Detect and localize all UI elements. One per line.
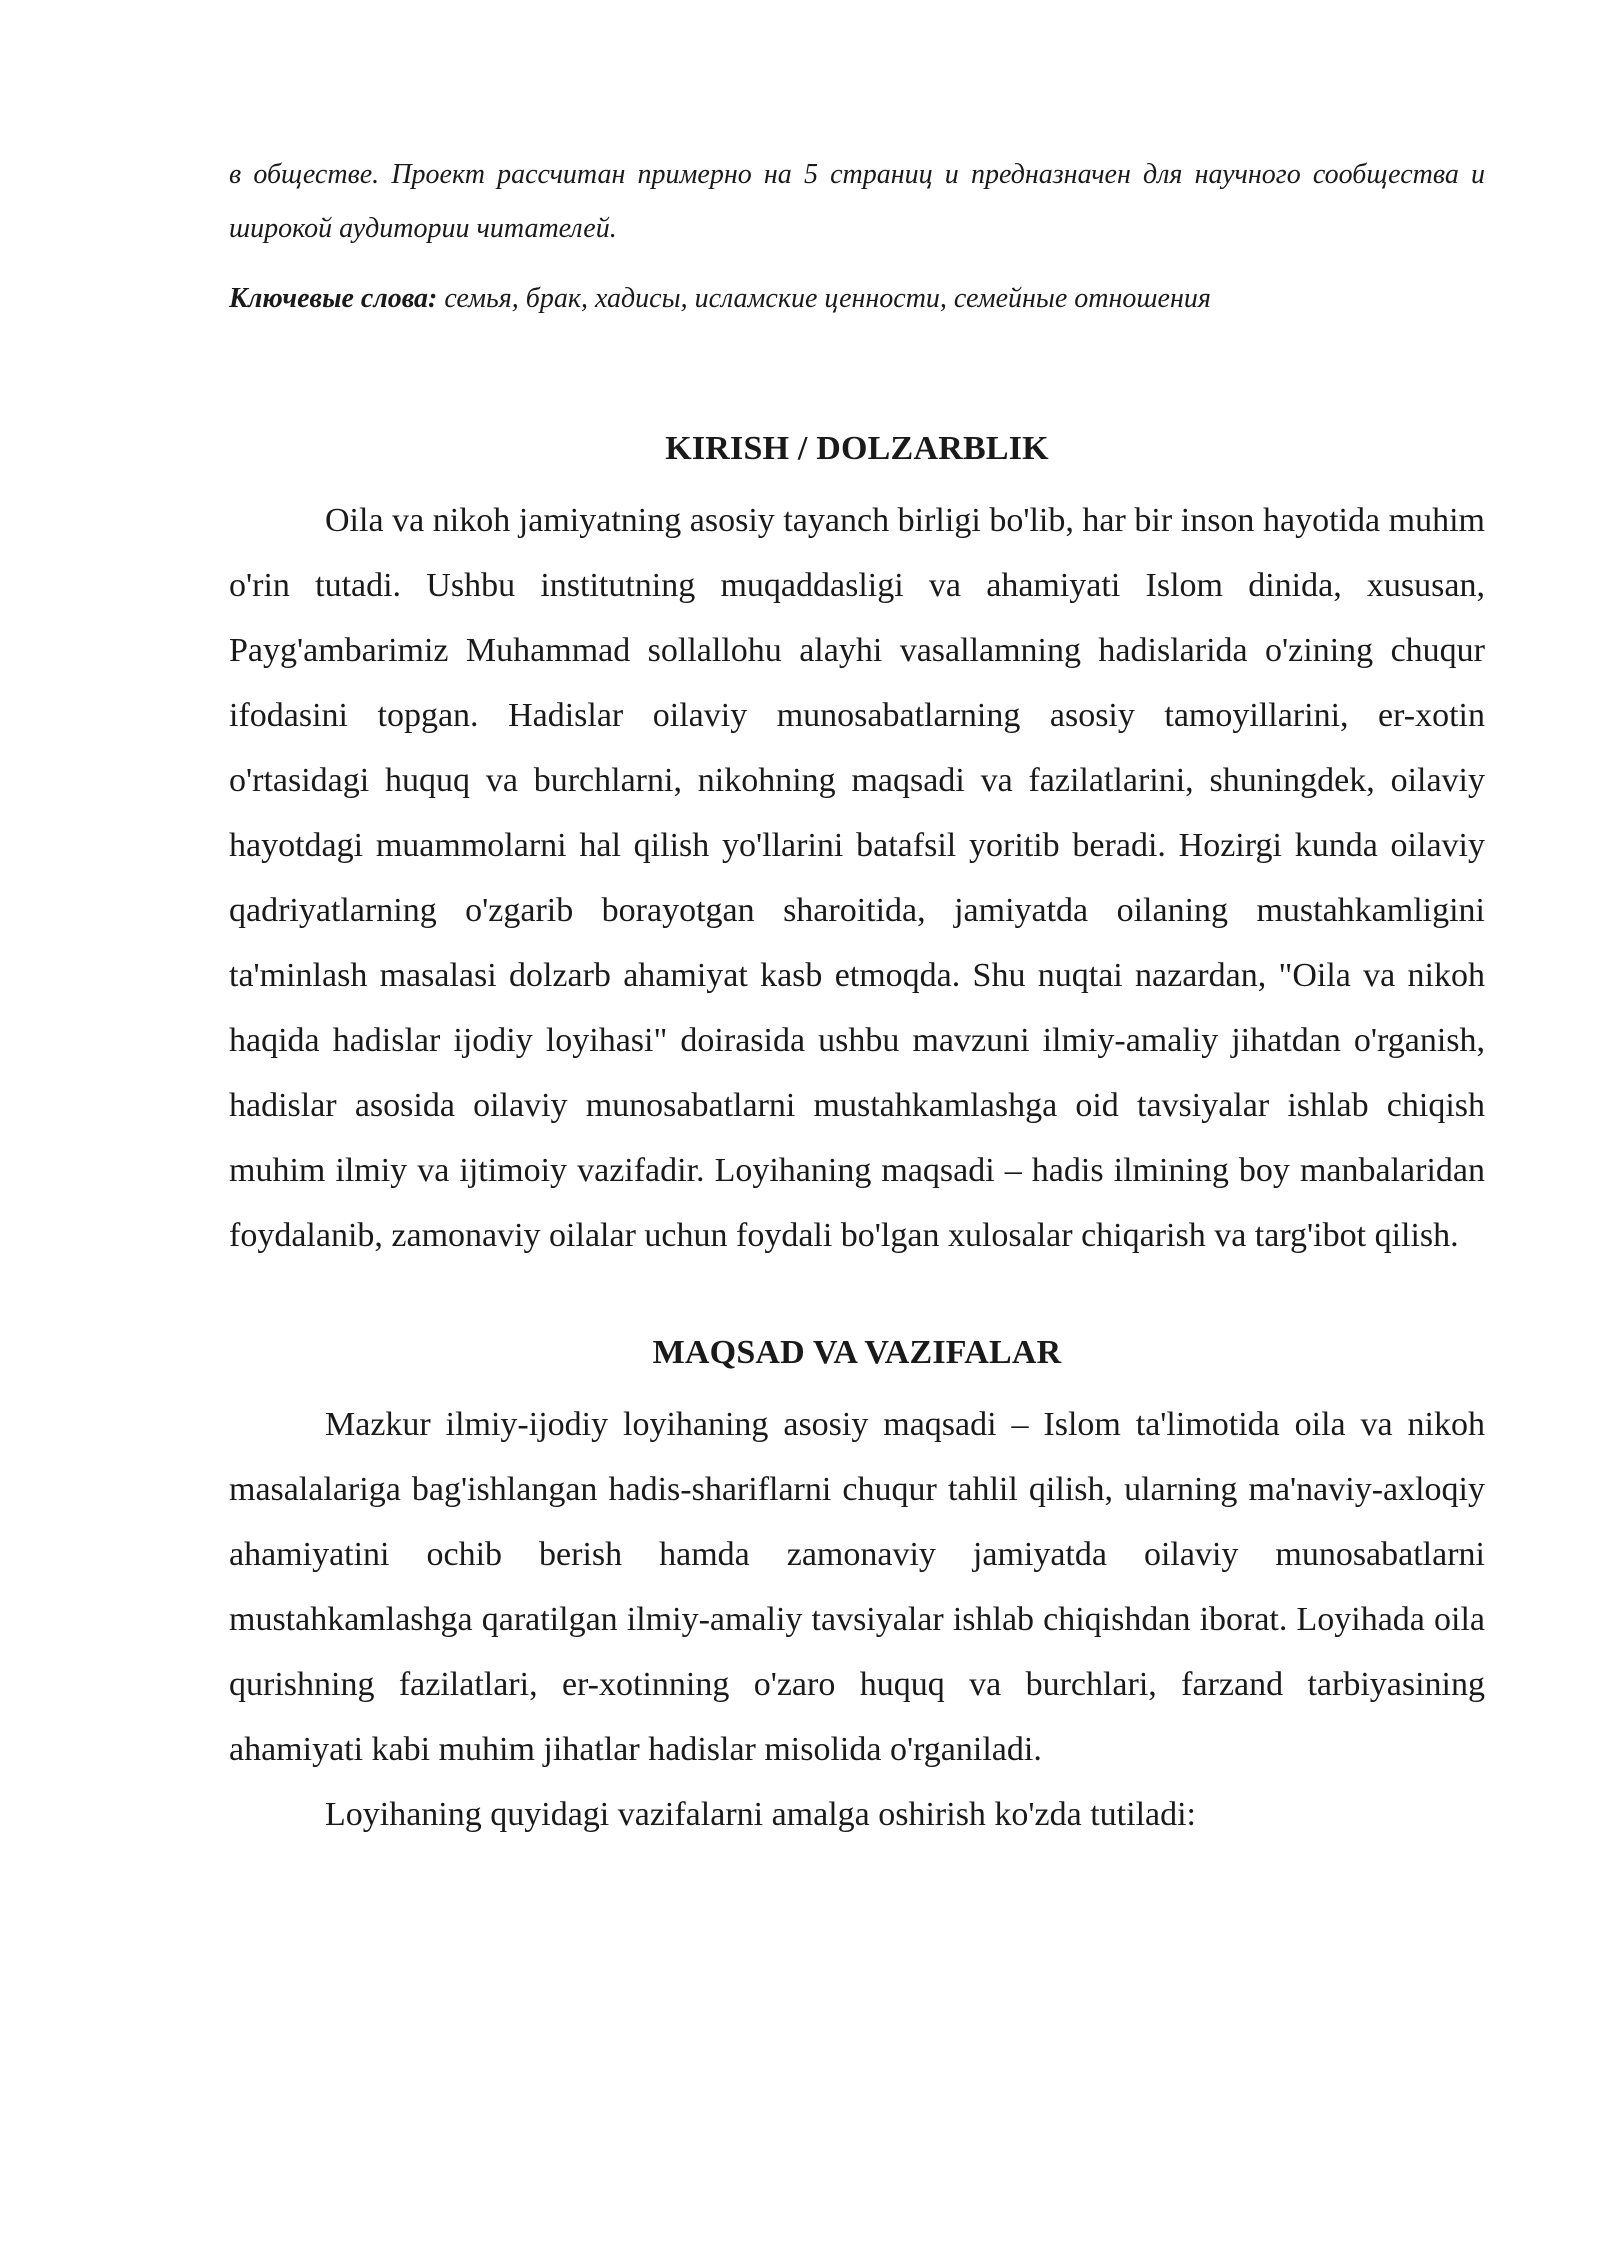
section-heading-goals: MAQSAD VA VAZIFALAR	[652, 1334, 1062, 1371]
document-page	[229, 148, 1485, 1847]
goals-paragraph-2: Loyihaning quyidagi vazifalarni amalga oshirish ko'zda tutiladi:	[325, 1796, 1197, 1833]
abstract-tail: в обществе. Проект рассчитан примерно на 5 страниц и предназначен для научного сообщества и широкой аудитории читателей.	[229, 159, 1485, 244]
keywords-text: семья, брак, хадисы, исламские ценности, семейные отношения	[437, 283, 1211, 314]
section-heading-intro: KIRISH / DOLZARBLIK	[665, 430, 1049, 467]
keywords-line	[229, 272, 1485, 326]
goals-paragraph-1: Mazkur ilmiy-ijodiy loyihaning asosiy maqsadi – Islom ta'limotida oila va nikoh masalalariga bag'ishlangan hadis-shariflarni chuqur tahlil qilish, ularning ma'naviy-axloqiy ahamiyatini ochib berish hamda zamonaviy jamiyatda oilaviy munosabatlarni mustahkamlashga qaratilgan ilmiy-amaliy tavsiyalar ishlab chiqishdan iborat. Loyihada oila qurishning fazilatlari, er-xotinning o'zaro huquq va burchlari, farzand tarbiyasining ahamiyati kabi muhim jihatlar hadislar misolida o'rganiladi.	[229, 1406, 1485, 1768]
keywords-label: Ключевые слова:	[229, 283, 438, 314]
intro-paragraph: Oila va nikoh jamiyatning asosiy tayanch birligi bo'lib, har bir inson hayotida muhim o'rin tutadi. Ushbu institutning muqaddasligi va ahamiyati Islom dinida, xususan, Payg'ambarimiz Muhammad sollallohu alayhi vasallamning hadislarida o'zining chuqur ifodasini topgan. Hadislar oilaviy munosabatlarning asosiy tamoyillarini, er-xotin o'rtasidagi huquq va burchlarni, nikohning maqsadi va fazilatlarini, shuningdek, oilaviy hayotdagi muammolarni hal qilish yo'llarini batafsil yoritib beradi. Hozirgi kunda oilaviy qadriyatlarning o'zgarib borayotgan sharoitida, jamiyatda oilaning mustahkamligini ta'minlash masalasi dolzarb ahamiyat kasb etmoqda. Shu nuqtai nazardan, "Oila va nikoh haqida hadislar ijodiy loyihasi" doirasida ushbu mavzuni ilmiy-amaliy jihatdan o'rganish, hadislar asosida oilaviy munosabatlarni mustahkamlashga oid tavsiyalar ishlab chiqish muhim ilmiy va ijtimoiy vazifadir. Loyihaning maqsadi – hadis ilmining boy manbalaridan foydalanib, zamonaviy oilalar uchun foydali bo'lgan xulosalar chiqarish va targ'ibot qilish.	[229, 502, 1485, 1254]
